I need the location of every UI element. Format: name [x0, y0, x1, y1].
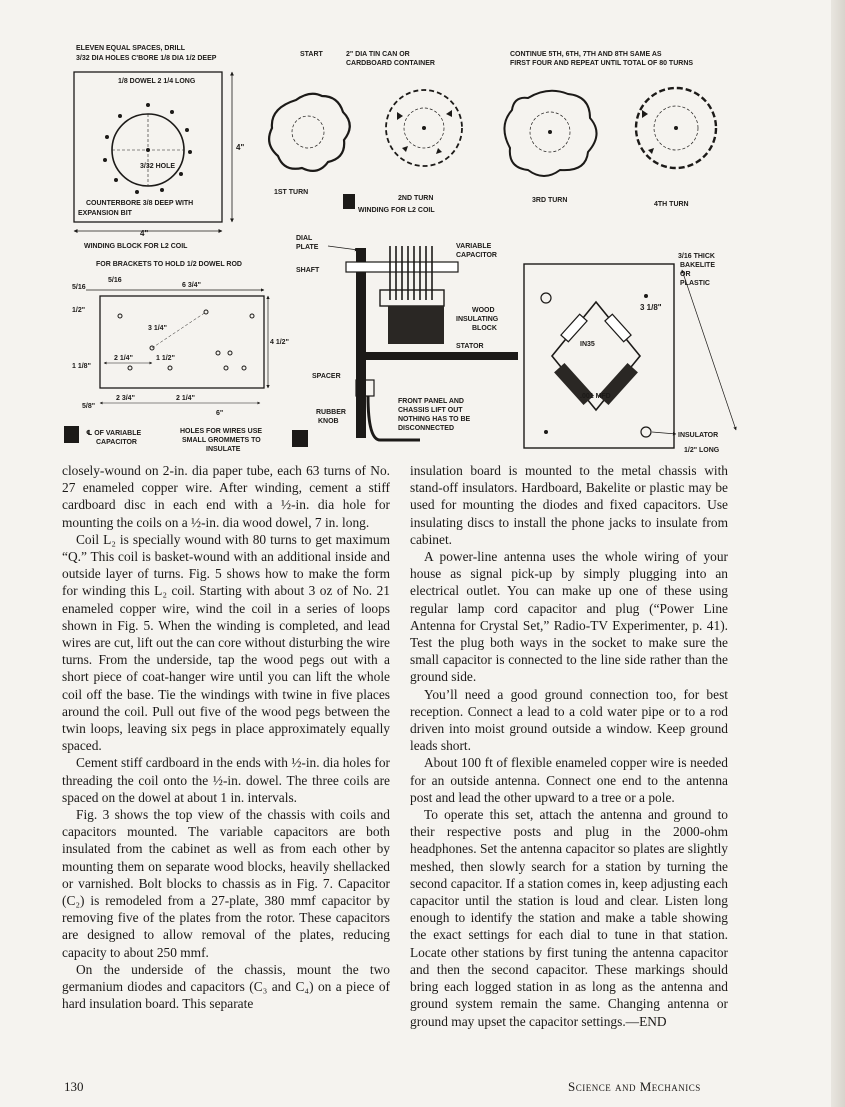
stator-1: STATOR — [456, 343, 484, 350]
wood-block-3: BLOCK — [472, 325, 497, 332]
continue-note-1: CONTINUE 5TH, 6TH, 7TH AND 8TH SAME AS — [510, 51, 662, 58]
fig6-chassis-plan — [64, 261, 289, 453]
dial-plate-1: DIAL — [296, 235, 313, 242]
dim-2-1-4-a: 2 1/4" — [114, 355, 133, 362]
turn-4: 4TH TURN — [654, 201, 689, 208]
turn-2: 2ND TURN — [398, 195, 434, 202]
counterbore-note-1: COUNTERBORE 3/8 DEEP WITH — [86, 200, 194, 207]
right-paragraph-3: You’ll need a good ground connection too, for best reception. Connect a lead to a cold water pipe or to a rod driven into moist ground outside a window. Keep ground leads short. — [410, 686, 728, 754]
continue-note-2: FIRST FOUR AND REPEAT UNTIL TOTAL OF 80 TURNS — [510, 60, 694, 67]
cap-note-2: CAPACITOR — [96, 439, 137, 446]
fig7-number: 7 — [296, 432, 304, 447]
panel-note-4: DISCONNECTED — [398, 425, 455, 432]
fig6-number: 6 — [67, 428, 76, 443]
spacer-label: SPACER — [312, 373, 341, 380]
dim-4in-vert: 4" — [236, 143, 245, 152]
turn-1: 1ST TURN — [274, 189, 309, 196]
dim-3-1-4: 3 1/4" — [148, 325, 167, 332]
fig5-winding-block — [74, 45, 244, 250]
fig5-turns — [269, 51, 716, 214]
grommet-note-2: SMALL GROMMETS TO — [182, 437, 261, 444]
start-label: START — [300, 51, 323, 58]
left-paragraph-5: On the underside of the chassis, mount the two germanium diodes and capacitors (C₃ and C₄) on a piece of hard insulation board. This separate — [62, 961, 390, 1012]
panel-note-1: FRONT PANEL AND — [398, 398, 464, 405]
container-note-1: 2" DIA TIN CAN OR — [346, 51, 410, 58]
left-paragraph-3: Cement stiff cardboard in the ends with ½-in. dia holes for threading the coil onto the ½-in. dowel. The three coils are spaced on the dowel at about 1 in. intervals. — [62, 755, 390, 805]
dim-1-2: 1/2" — [72, 307, 86, 314]
wood-block-1: WOOD — [472, 307, 495, 314]
figures-area — [0, 0, 845, 462]
dim-2-3-4: 2 3/4" — [116, 395, 135, 402]
dim-1-1-8: 1 1/8" — [72, 363, 91, 370]
left-paragraph-1: closely-wound on 2-in. dia paper tube, each 63 turns of No. 27 enameled copper wire. After winding, cement a stiff cardboard disc in each end with a ½-in. dia hole for mounting the coils on a ½-in. dia wood dowel, 7 in. long. — [62, 463, 390, 530]
magazine-title: Science and Mechanics — [568, 1079, 701, 1094]
dowel-note: 1/8 DOWEL 2 1/4 LONG — [118, 78, 196, 85]
grommet-note-3: INSULATE — [206, 446, 241, 453]
fig5-caption: WINDING FOR L2 COIL — [358, 207, 435, 214]
right-paragraph-2: A power-line antenna uses the whole wiring of your house as signal pick-up by simply plugging into an electrical outlet. You can make up one of these using regular lamp cord capacitor and plug (“Power Line Antenna for Crystal Set,” Radio-TV Experimenter, p. 41). Test the plug both ways in the socket to make sure the small capacitor is connected to the line side rather than the ground side. — [410, 549, 728, 685]
article-column-left — [62, 462, 390, 1013]
drill-note-1: ELEVEN EQUAL SPACES, DRILL — [76, 45, 186, 52]
fig5-number: 5 — [345, 195, 353, 209]
dim-6-3-4: 6 3/4" — [182, 282, 201, 289]
var-cap-1: VARIABLE — [456, 243, 492, 250]
dim-2-1-4-b: 2 1/4" — [176, 395, 195, 402]
insulator-1: INSULATOR — [678, 432, 719, 439]
dim-5-16-a: 5/16 — [72, 284, 86, 291]
page-number: 130 — [64, 1079, 84, 1094]
var-cap-2: CAPACITOR — [456, 252, 497, 259]
block-caption: WINDING BLOCK FOR L2 COIL — [84, 243, 188, 250]
dim-5-8: 5/8" — [82, 403, 96, 410]
grommet-note-1: HOLES FOR WIRES USE — [180, 428, 263, 435]
right-paragraph-1: insulation board is mounted to the metal chassis with stand-off insulators. Hardboard, Bakelite or plastic may be used for mounting the diodes and fixed capacitors. Use insulating discs to install the phone jacks to insulate from cabinet. — [410, 463, 728, 547]
wood-block-2: INSULATING — [456, 316, 499, 323]
thickness-4: PLASTIC — [680, 280, 710, 287]
container-note-2: CARDBOARD CONTAINER — [346, 60, 435, 67]
cap-note-1: ℄ OF VARIABLE — [86, 430, 142, 437]
panel-note-3: NOTHING HAS TO BE — [398, 416, 471, 423]
left-paragraph-2: Coil L₂ is specially wound with 80 turns to get maximum “Q.” This coil is basket-wound with an additional inside and outside layer of turns. Fig. 5 shows how to make the form for winding this L₂ coil. Starting with about 3 oz of No. 21 enameled copper wire, wind the coil in a series of loops shown in Fig. 5. When the winding is completed, and lead wires are cut, lift out the can core without disturbing the wire turns. From the underside, tap the wood pegs out with a short piece of coat-hanger wire until you can lift the whole coil off the base. Tie the windings with twine in five places around the coil. Pull out five of the wood pegs between the twin loops, leaving six pegs in place approximately equally spaced. — [62, 531, 390, 754]
dim-4-1-2: 4 1/2" — [270, 339, 289, 346]
turn-3: 3RD TURN — [532, 197, 568, 204]
cap-label: .001 MFD — [580, 393, 611, 400]
article-column-right — [410, 462, 728, 1030]
panel-note-2: CHASSIS LIFT OUT — [398, 407, 463, 414]
counterbore-note-2: EXPANSION BIT — [78, 210, 132, 217]
dim-5-16-b: 5/16 — [108, 277, 122, 284]
dim-6: 6" — [216, 410, 224, 417]
left-paragraph-4: Fig. 3 shows the top view of the chassis with coils and capacitors mounted. The variable capacitors are both insulated from the cabinet as well as from each other by mounting them on separate wood blocks, heavily shellacked or varnished. Bolt blocks to chassis as in Fig. 7. Capacitor (C₂) is remodeled from a 27-plate, 380 mmf capacitor by removing five of the plates from the rotor. These capacitors are designed to allow removal of the plates, reducing capacity to about 250 mmf. — [62, 807, 390, 960]
rubber-knob-2: KNOB — [318, 418, 339, 425]
dial-plate-2: PLATE — [296, 244, 319, 251]
diode-board — [524, 253, 736, 454]
dim-1-1-2: 1 1/2" — [156, 355, 175, 362]
rubber-knob-1: RUBBER — [316, 409, 346, 416]
board-dim: 3 1/8" — [640, 303, 662, 312]
drill-note-2: 3/32 DIA HOLES C'BORE 1/8 DIA 1/2 DEEP — [76, 55, 217, 62]
diode-label: IN35 — [580, 341, 595, 348]
dim-4in-horiz: 4" — [140, 229, 149, 238]
bracket-note: FOR BRACKETS TO HOLD 1/2 DOWEL ROD — [96, 261, 242, 268]
thickness-1: 3/16 THICK — [678, 253, 715, 260]
fig7-capacitor-mount — [292, 235, 518, 447]
hole-note: 3/32 HOLE — [140, 163, 176, 170]
thickness-3: OR — [680, 271, 691, 278]
right-paragraph-4: About 100 ft of flexible enameled copper wire is needed for an outside antenna. Connect one end to the antenna post and lead the other upward to a tree or a pole. — [410, 755, 728, 805]
thickness-2: BAKELITE — [680, 262, 715, 269]
insulator-2: 1/2" LONG — [684, 447, 720, 454]
shaft-label: SHAFT — [296, 267, 320, 274]
right-paragraph-5: To operate this set, attach the antenna and ground to their respective posts and plug in the 2000-ohm headphones. Set the antenna capacitor so plates are slightly meshed, then slowly search for a station by turning the second capacitor. If a station comes in, keep adjusting each capacitor until the station is loud and clear. Listen long enough to identify the station and make a table showing the exact settings for each dial to tune in that station. Locate other stations by first tuning the antenna capacitor and then the second capacitor. These markings should bring each logged station in as long as the antenna and ground system remain the same. Changing antenna or ground may upset the capacitor settings.—END — [410, 807, 728, 1029]
